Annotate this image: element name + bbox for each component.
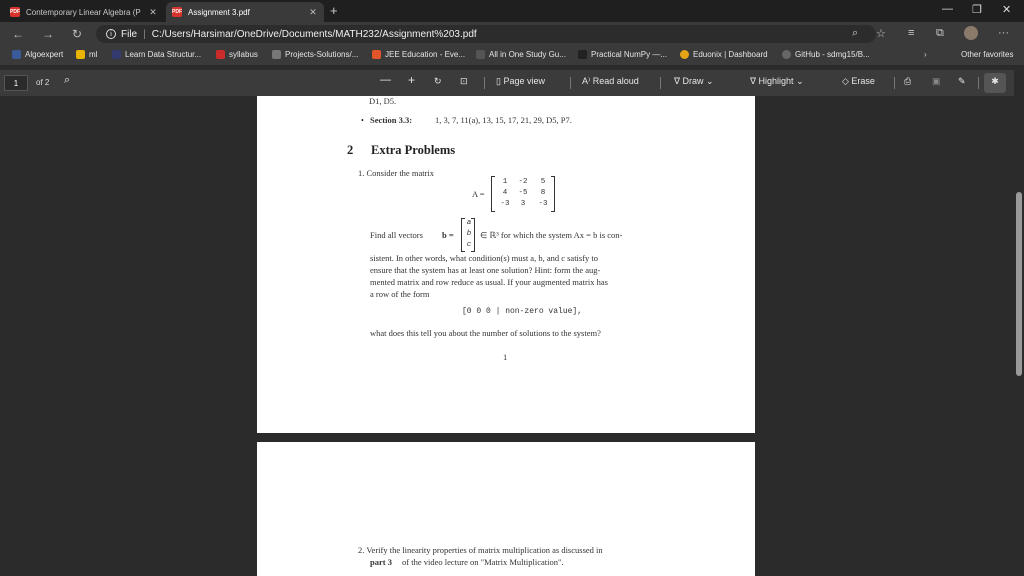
bookmark-algoexpert[interactable]: Algoexpert [12,50,63,59]
pdf-viewer[interactable] [0,96,1014,576]
vertical-scrollbar[interactable] [1014,70,1024,576]
tab-assignment-3[interactable] [166,2,324,22]
github-icon [782,50,791,59]
vector-cell: a [466,219,472,227]
matrix-cell: -3 [500,200,510,208]
tab-label: Contemporary Linear Algebra (P [26,7,141,17]
matrix-A [491,176,555,212]
favorites-icon[interactable]: ≡ [908,27,915,39]
folder-icon [76,50,85,59]
more-menu-icon[interactable]: ··· [998,27,1009,39]
vector-cell: b [466,230,472,238]
divider [894,77,895,89]
bookmark-learn-data-structures[interactable]: Learn Data Structur... [112,50,201,59]
search-icon[interactable]: ⌕ [64,74,71,86]
fit-page-icon[interactable]: ⊡ [460,76,468,86]
bullet: • [361,116,364,125]
matrix-cell: 4 [502,189,508,197]
read-aloud-button[interactable]: A⁾ Read aloud [582,76,639,86]
paragraph-line: sistent. In other words, what condition(s) must a, b, and c satisfy to [370,253,599,263]
page-number: 1 [503,352,508,362]
tab-contemporary-linear-algebra[interactable] [4,2,164,22]
page-number-input[interactable]: 1 [4,75,28,91]
back-icon[interactable]: ← [12,27,24,41]
section-title: Extra Problems [371,143,456,157]
vector-b-label: b = [442,230,454,240]
pin-icon[interactable]: ✱ [984,73,1006,93]
zoom-out-button[interactable]: — [380,74,391,86]
close-icon[interactable]: ✕ [309,6,317,17]
address-input[interactable] [96,25,876,43]
close-icon[interactable]: ✕ [149,6,157,17]
zoom-icon[interactable]: ⌕ [852,27,859,39]
scrollbar-thumb[interactable] [1016,192,1022,376]
favorite-star-icon[interactable]: ☆ [876,28,886,40]
divider [978,77,979,89]
pdf-page-1 [257,96,755,433]
matrix-cell: 5 [540,178,546,186]
section-number: 2 [347,143,354,157]
zoom-in-button[interactable]: + [408,73,416,87]
highlight-button[interactable]: ∇ Highlight ⌄ [750,76,804,86]
url-prefix: File [121,28,138,40]
collections-icon[interactable]: ⧉ [936,27,944,39]
section-label: Section 3.3: [370,115,413,125]
github-icon [272,50,281,59]
bookmark-practical-numpy[interactable]: Practical NumPy —... [578,50,667,59]
bookmark-icon [578,50,587,59]
divider [660,77,661,89]
problem-2-line: 2. Verify the linearity properties of matrix multiplication as discussed in [358,545,603,555]
row-form: [0 0 0 | non-zero value], [462,307,583,316]
vector-b [461,218,475,252]
pdf-icon: PDF [10,9,20,15]
save-icon[interactable]: ▣ [932,76,941,86]
page-count: of 2 [36,78,50,87]
divider [570,77,571,89]
minimize-button[interactable]: — [942,3,953,15]
bookmark-projects-solutions[interactable]: Projects-Solutions/... [272,50,358,59]
restore-button[interactable]: ❐ [972,4,982,16]
matrix-cell: 8 [540,189,546,197]
tab-strip [0,0,1024,22]
question-text: what does this tell you about the number of solutions to the system? [370,328,601,338]
bookmark-icon [112,50,121,59]
bookmark-icon [372,50,381,59]
avatar[interactable] [964,26,978,40]
bookmark-ml[interactable]: ml [76,50,97,59]
forward-icon[interactable]: → [42,27,54,41]
bookmark-icon [680,50,689,59]
url-text: C:/Users/Harsimar/OneDrive/Documents/MATH232/Assignment%203.pdf [151,28,477,40]
problem-2-bold: part 3 [370,557,392,567]
bookmark-icon [12,50,21,59]
print-icon[interactable]: ⎙ [904,76,912,86]
pdf-icon: PDF [172,9,182,15]
bookmark-icon [476,50,485,59]
matrix-cell: -5 [518,189,528,197]
refresh-icon[interactable]: ↻ [72,27,83,41]
url-separator: | [143,28,146,40]
bookmarks-overflow-icon[interactable]: › [924,50,927,59]
new-tab-button[interactable]: + [330,3,338,18]
matrix-cell: 1 [502,178,508,186]
draw-button[interactable]: ∇ Draw ⌄ [674,76,714,86]
erase-button[interactable]: ◇ Erase [842,76,875,86]
problem-1-intro: 1. Consider the matrix [358,168,435,178]
pdf-toolbar [0,70,1024,96]
continued-line: D1, D5. [369,96,397,106]
bookmark-syllabus[interactable]: syllabus [216,50,258,59]
matrix-label: A = [472,189,485,199]
bookmark-study-guide[interactable]: All in One Study Gu... [476,50,566,59]
find-text-rest: ∈ ℝ³ for which the system Ax = b is con- [480,230,623,240]
paragraph-line: a row of the form [370,289,430,299]
tab-label: Assignment 3.pdf [188,7,250,17]
rotate-icon[interactable]: ↻ [434,76,442,86]
bookmark-other-favorites[interactable]: Other favorites [948,50,1013,59]
matrix-cell: -3 [538,200,548,208]
divider [484,77,485,89]
save-as-icon[interactable]: ✎ [958,76,966,86]
section-items: 1, 3, 7, 11(a), 13, 15, 17, 21, 29, D5, P7. [435,115,572,125]
find-text: Find all vectors [370,230,423,240]
pdf-page-2 [257,442,755,576]
paragraph-line: ensure that the system has at least one solution? Hint: form the aug- [370,265,601,275]
page-view-button[interactable]: ▯ Page view [496,76,545,86]
close-window-button[interactable]: ✕ [1002,4,1012,16]
info-icon[interactable]: i [106,29,116,39]
bookmark-jee-education[interactable]: JEE Education - Eve... [372,50,465,59]
folder-icon [948,50,957,59]
bookmark-eduonix[interactable]: Eduonix | Dashboard [680,50,768,59]
vector-cell: c [466,241,472,249]
matrix-cell: -2 [518,178,528,186]
bookmarks-bar [0,46,1024,66]
problem-2-rest: of the video lecture on "Matrix Multiplication". [402,557,564,567]
bookmark-github[interactable]: GitHub - sdmg15/B... [782,50,870,59]
paragraph-line: mented matrix and row reduce as usual. If your augmented matrix has [370,277,608,287]
address-bar-row [0,22,1024,46]
matrix-cell: 3 [520,200,526,208]
bookmark-icon [216,50,225,59]
